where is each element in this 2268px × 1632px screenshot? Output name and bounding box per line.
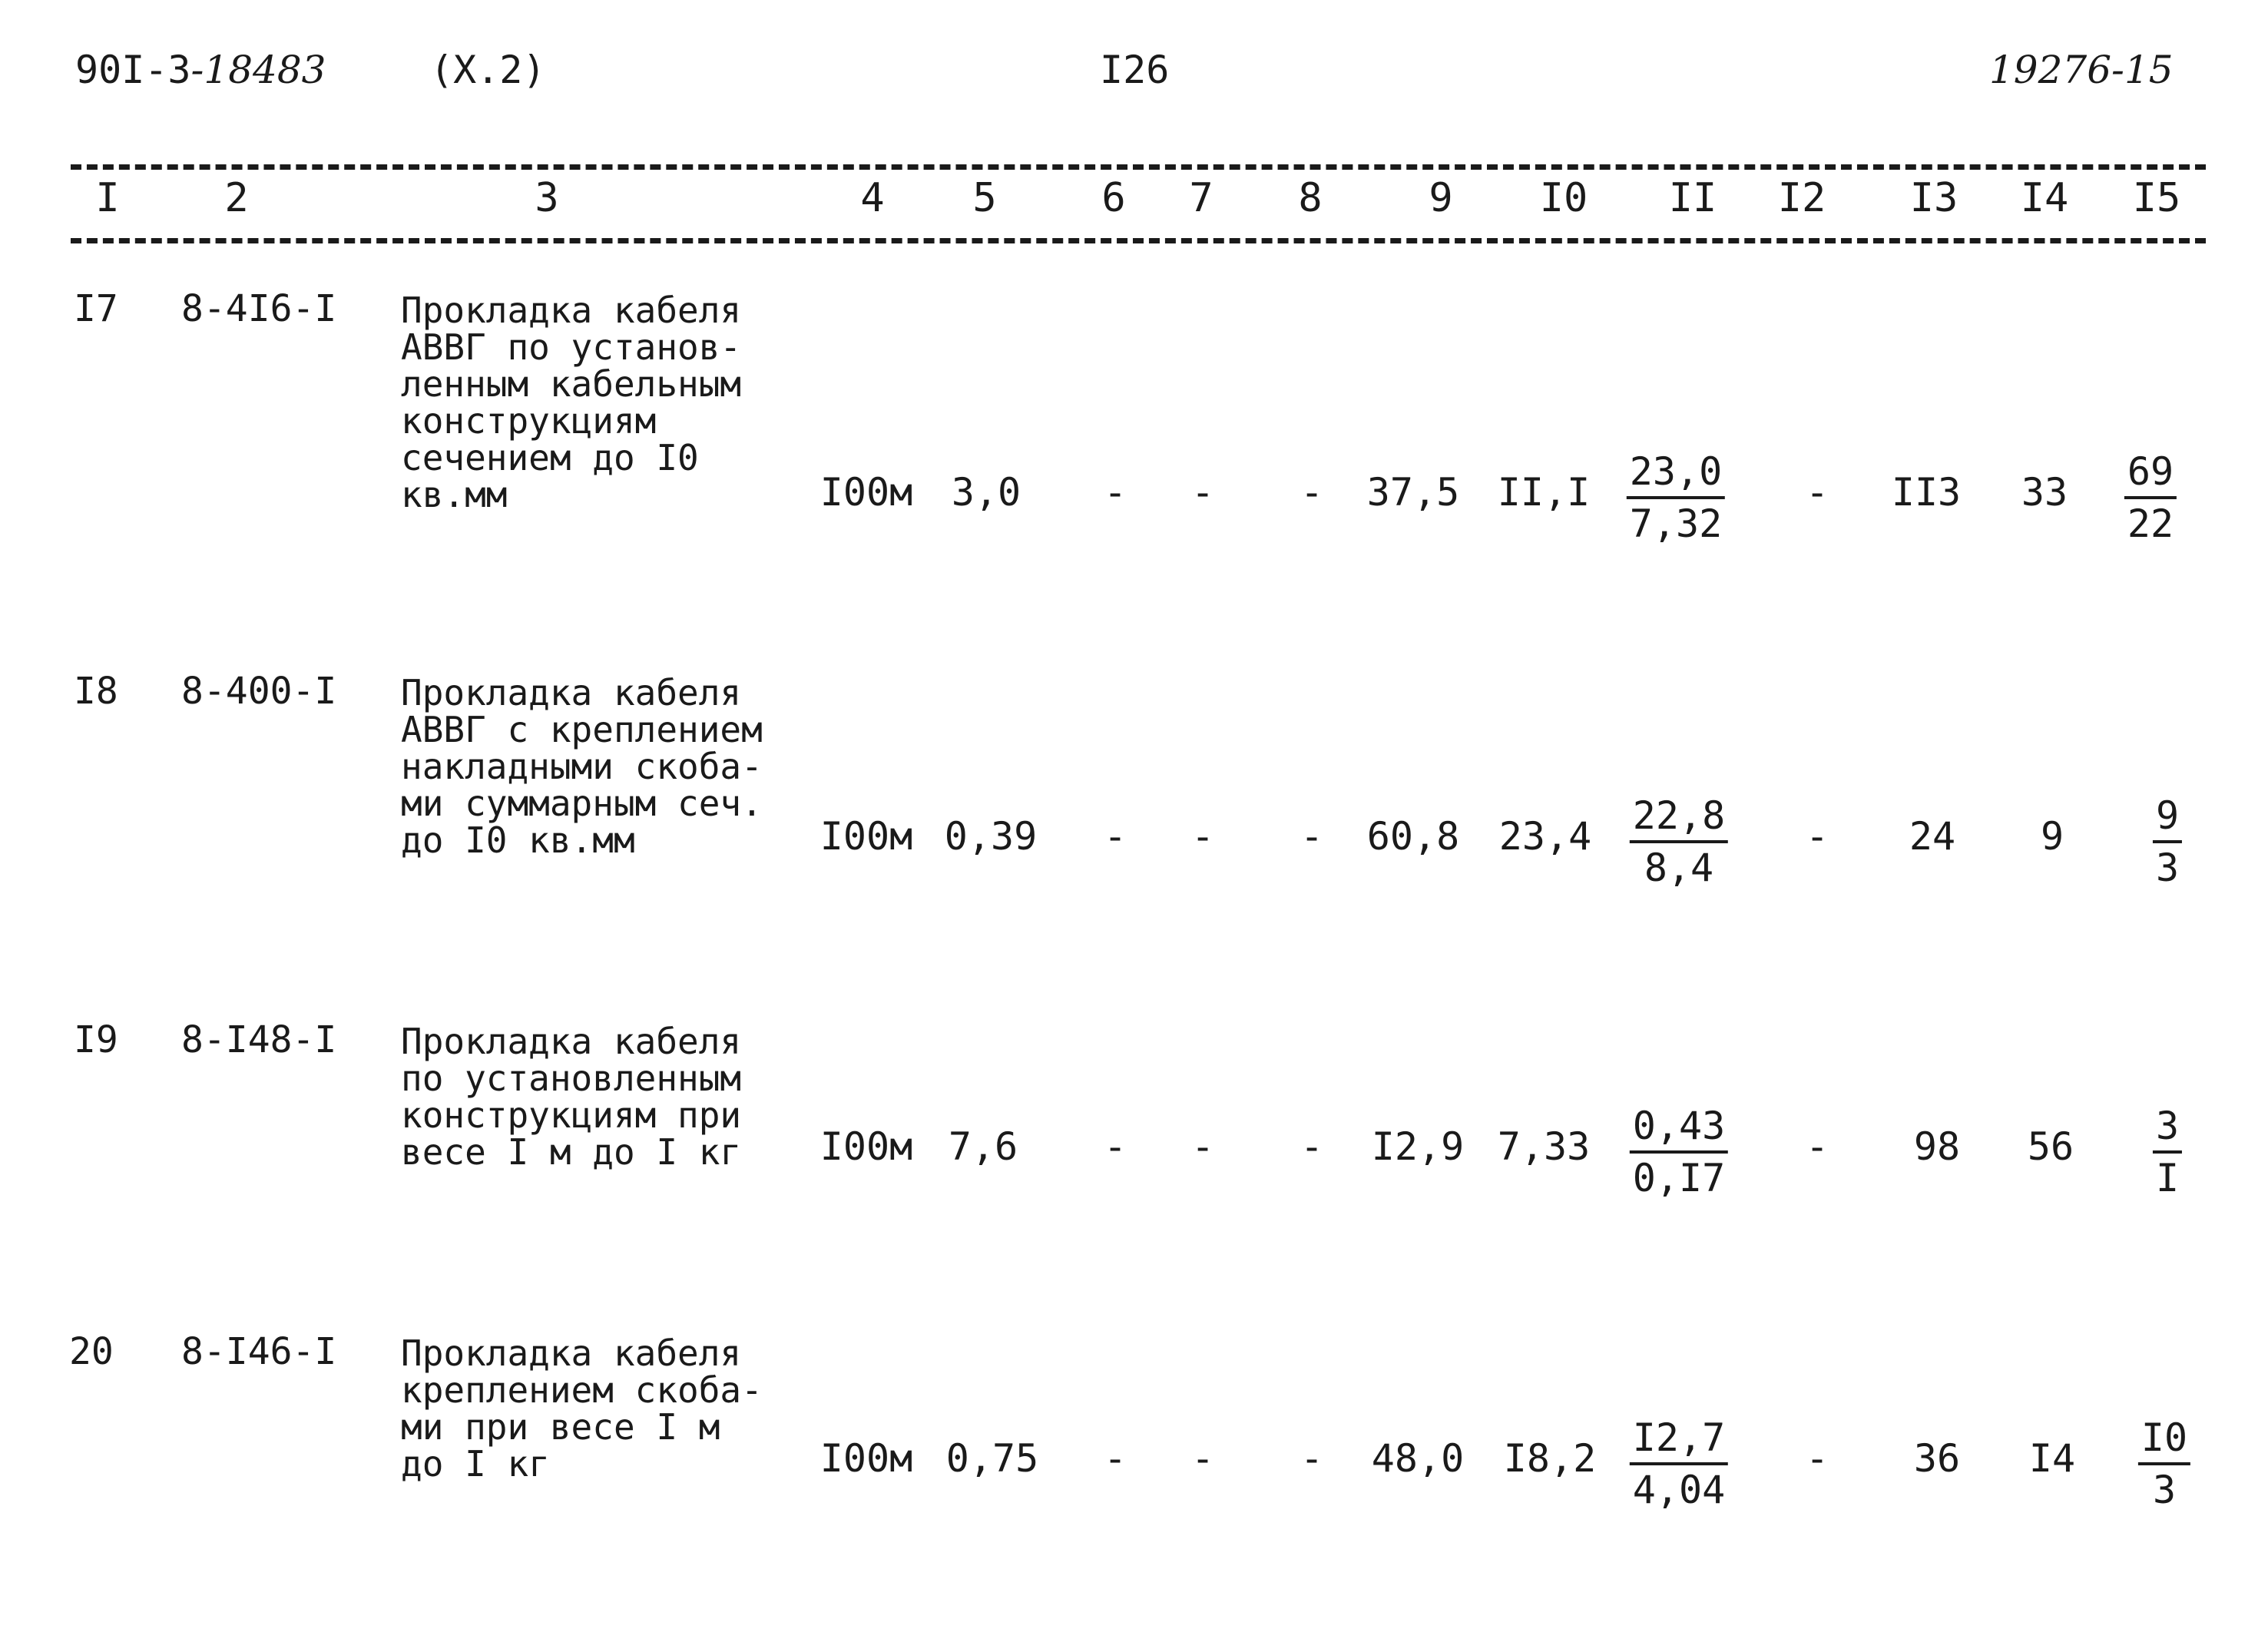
row-col15-fraction bbox=[2138, 1416, 2190, 1511]
row-description: Прокладка кабеля креплением скоба- ми при весе I м до I кг bbox=[401, 1332, 763, 1485]
column-header-10: I0 bbox=[1539, 175, 1588, 221]
fraction-denominator: 7,32 bbox=[1629, 502, 1723, 546]
row-col6: - bbox=[1103, 1124, 1127, 1169]
row-col7: - bbox=[1190, 814, 1215, 859]
fraction-denominator: 22 bbox=[2127, 502, 2174, 546]
fraction-denominator: 0,I7 bbox=[1632, 1156, 1726, 1200]
row-col7: - bbox=[1190, 470, 1215, 515]
row-col10: II,I bbox=[1497, 470, 1591, 515]
row-col8: - bbox=[1300, 470, 1324, 515]
fraction-numerator: 23,0 bbox=[1627, 450, 1725, 499]
row-qty: 0,39 bbox=[944, 814, 1038, 859]
column-header-14: I4 bbox=[2020, 175, 2069, 221]
column-header-2: 2 bbox=[224, 175, 249, 221]
row-col13: II3 bbox=[1891, 470, 1962, 515]
fraction-denominator: 3 bbox=[2155, 846, 2180, 890]
row-col14: 9 bbox=[2040, 814, 2064, 859]
row-col15-fraction bbox=[2124, 450, 2177, 545]
row-col10: 7,33 bbox=[1497, 1124, 1591, 1169]
column-header-11: II bbox=[1668, 175, 1717, 221]
row-col7: - bbox=[1190, 1436, 1215, 1481]
row-col9: 37,5 bbox=[1366, 470, 1460, 515]
fraction-denominator: I bbox=[2155, 1156, 2180, 1200]
row-col8: - bbox=[1300, 1436, 1324, 1481]
row-qty: 0,75 bbox=[945, 1436, 1039, 1481]
row-col13: 24 bbox=[1909, 814, 1956, 859]
row-code: 8-I46-I bbox=[181, 1330, 337, 1373]
row-number: 20 bbox=[69, 1330, 114, 1373]
document-code-handwritten: -18483 bbox=[190, 48, 326, 92]
column-header-6: 6 bbox=[1101, 175, 1126, 221]
fraction-numerator: 0,43 bbox=[1630, 1104, 1728, 1154]
row-col15-fraction bbox=[2153, 1104, 2182, 1200]
row-col15-fraction bbox=[2153, 794, 2182, 889]
row-col11-fraction bbox=[1630, 1104, 1728, 1200]
column-header-3: 3 bbox=[535, 175, 559, 221]
fraction-numerator: 3 bbox=[2153, 1104, 2182, 1154]
row-col11-fraction bbox=[1630, 794, 1728, 889]
row-unit: I00м bbox=[819, 1124, 913, 1169]
section-label: (X.2) bbox=[430, 48, 546, 92]
column-header-12: I2 bbox=[1777, 175, 1826, 221]
fraction-numerator: I0 bbox=[2138, 1416, 2190, 1465]
fraction-numerator: 22,8 bbox=[1630, 794, 1728, 843]
row-col6: - bbox=[1103, 470, 1127, 515]
header-rule-top bbox=[71, 164, 2206, 170]
row-col9: 48,0 bbox=[1371, 1436, 1465, 1481]
fraction-numerator: 9 bbox=[2153, 794, 2182, 843]
row-description: Прокладка кабеля АВВГ с креплением накладными скоба- ми суммарным сеч. до I0 кв.мм bbox=[401, 672, 763, 861]
fraction-numerator: I2,7 bbox=[1630, 1416, 1728, 1465]
row-code: 8-I48-I bbox=[181, 1018, 337, 1061]
document-code bbox=[75, 48, 326, 92]
fraction-denominator: 3 bbox=[2152, 1468, 2177, 1512]
column-header-13: I3 bbox=[1909, 175, 1958, 221]
column-header-4: 4 bbox=[860, 175, 885, 221]
row-col11-fraction bbox=[1627, 450, 1725, 545]
header-rule-bottom bbox=[71, 238, 2206, 243]
handwritten-number: 19276-15 bbox=[1989, 48, 2174, 92]
row-description: Прокладка кабеля по установленным конструкциям при весе I м до I кг bbox=[401, 1021, 742, 1173]
row-description: Прокладка кабеля АВВГ по установ- ленным кабельным конструкциям сечением до I0 кв.мм bbox=[401, 290, 742, 515]
row-code: 8-4I6-I bbox=[181, 287, 337, 330]
row-col10: 23,4 bbox=[1498, 814, 1592, 859]
column-header-7: 7 bbox=[1189, 175, 1213, 221]
row-number: I9 bbox=[74, 1018, 118, 1061]
row-col10: I8,2 bbox=[1503, 1436, 1597, 1481]
row-unit: I00м bbox=[819, 814, 913, 859]
fraction-denominator: 4,04 bbox=[1632, 1468, 1726, 1512]
document-code-printed: 90I-3 bbox=[75, 48, 191, 92]
column-header-1: I bbox=[95, 175, 120, 221]
row-col11-fraction bbox=[1630, 1416, 1728, 1511]
column-header-9: 9 bbox=[1429, 175, 1453, 221]
row-col14: 33 bbox=[2021, 470, 2068, 515]
row-col7: - bbox=[1190, 1124, 1215, 1169]
column-header-5: 5 bbox=[972, 175, 997, 221]
row-col13: 98 bbox=[1913, 1124, 1961, 1169]
row-qty: 7,6 bbox=[948, 1124, 1018, 1169]
row-col12: - bbox=[1805, 1124, 1829, 1169]
fraction-denominator: 8,4 bbox=[1644, 846, 1714, 890]
column-header-8: 8 bbox=[1298, 175, 1323, 221]
row-col9: I2,9 bbox=[1371, 1124, 1465, 1169]
row-col6: - bbox=[1103, 814, 1127, 859]
row-col14: 56 bbox=[2027, 1124, 2074, 1169]
row-col12: - bbox=[1805, 814, 1829, 859]
row-code: 8-400-I bbox=[181, 670, 337, 713]
fraction-numerator: 69 bbox=[2124, 450, 2177, 499]
row-col14: I4 bbox=[2028, 1436, 2076, 1481]
row-number: I8 bbox=[74, 670, 118, 713]
row-col8: - bbox=[1300, 1124, 1324, 1169]
row-col12: - bbox=[1805, 1436, 1829, 1481]
row-unit: I00м bbox=[819, 470, 913, 515]
row-unit: I00м bbox=[819, 1436, 913, 1481]
page-number: I26 bbox=[1100, 48, 1170, 92]
row-number: I7 bbox=[74, 287, 118, 330]
row-col9: 60,8 bbox=[1366, 814, 1460, 859]
row-col8: - bbox=[1300, 814, 1324, 859]
row-col6: - bbox=[1103, 1436, 1127, 1481]
column-header-15: I5 bbox=[2132, 175, 2181, 221]
row-qty: 3,0 bbox=[951, 470, 1021, 515]
row-col12: - bbox=[1805, 470, 1829, 515]
row-col13: 36 bbox=[1913, 1436, 1961, 1481]
